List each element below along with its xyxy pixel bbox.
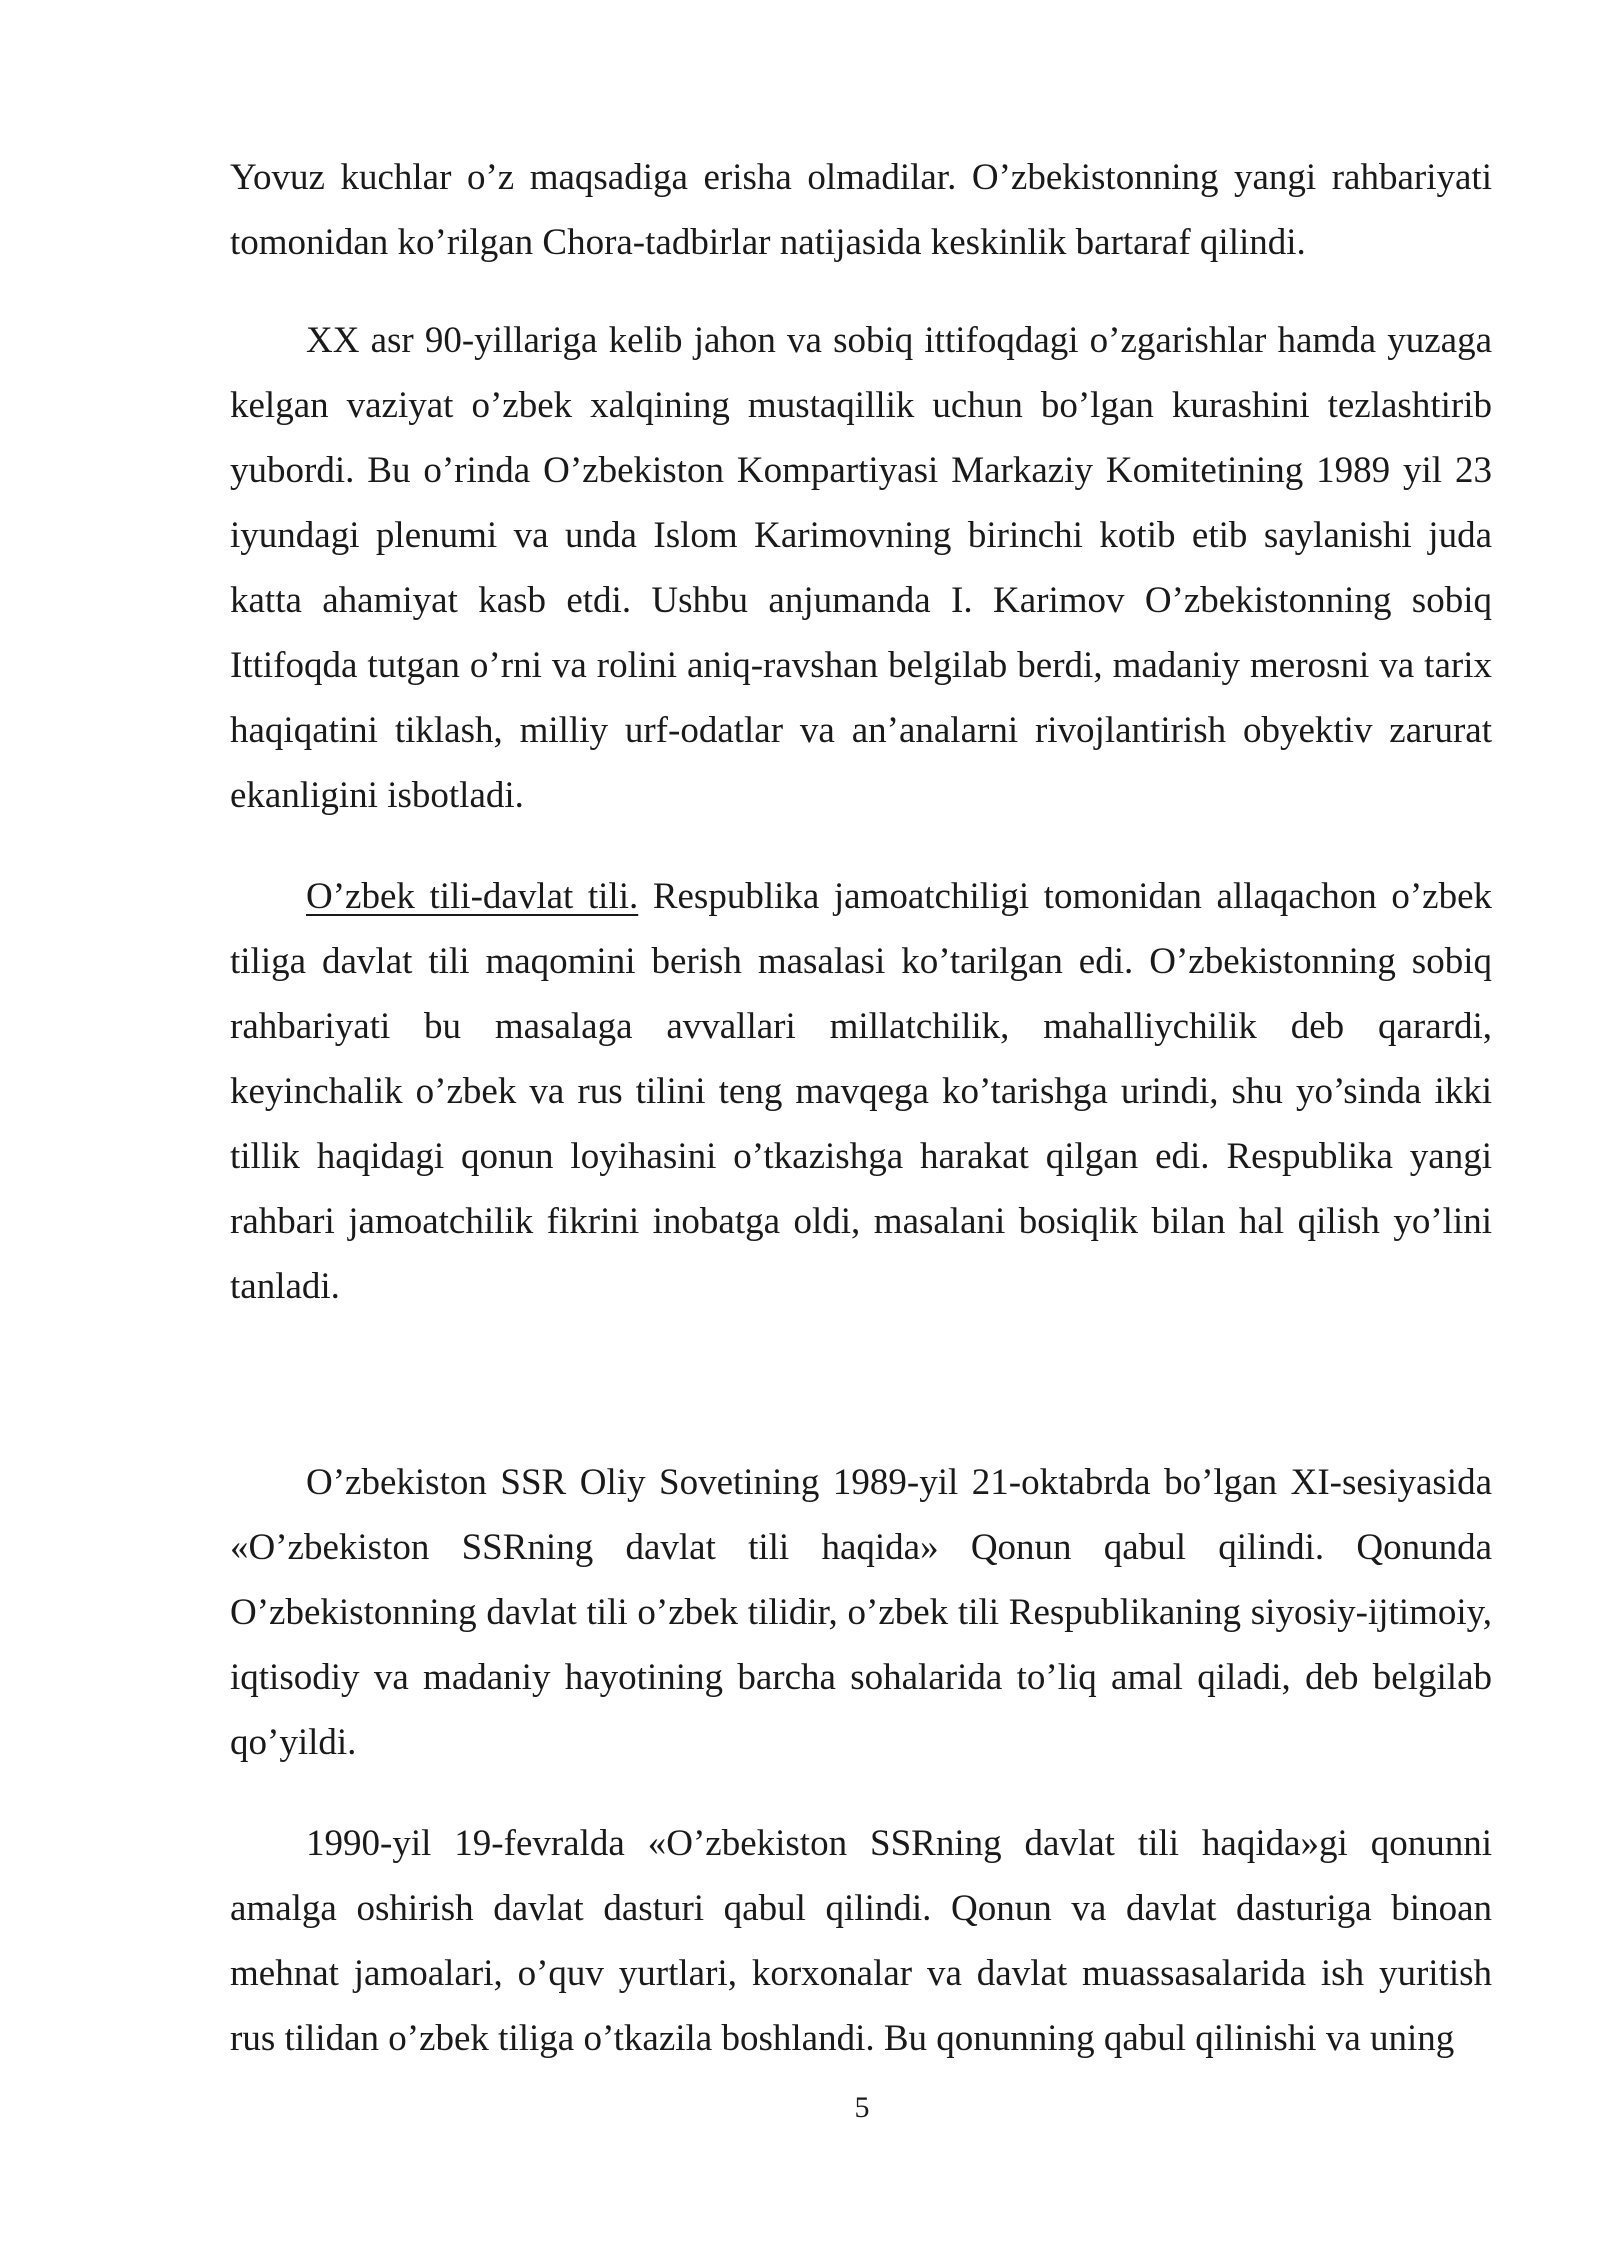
paragraph-body — [230, 864, 1492, 1319]
paragraph-language-law — [230, 1450, 1492, 1775]
paragraph-text: XX asr 90-yillariga kelib jahon va sobiq ittifoqdagi o’zgarishlar hamda yuzaga kelgan vaziyat o’zbek xalqining mustaqillik uchun bo’lgan kurashini tezlashtirib yubordi. Bu o’rinda O’zbekiston Kompartiyasi Markaziy Komitetining 1989 yil 23 iyundagi plenumi va unda Islom Karimovning birinchi kotib etib saylanishi juda katta ahamiyat kasb etdi. Ushbu anjumanda I. Karimov O’zbekistonning sobiq Ittifoqda tutgan o’rni va rolini aniq-ravshan belgilab berdi, madaniy merosni va tarix haqiqatini tiklash, milliy urf-odatlar va an’analarni rivojlantirish obyektiv zarurat ekanligini isbotladi. — [230, 320, 1492, 816]
paragraph-state-language — [230, 864, 1492, 1319]
paragraph-text: 1990-yil 19-fevralda «O’zbekiston SSRning davlat tili haqida»gi qonunni amalga oshirish davlat dasturi qabul qilindi. Qonun va davlat dasturiga binoan mehnat jamoalari, o’quv yurtlari, korxonalar va davlat muassasalarida ish yuritish rus tilidan o’zbek tiliga o’tkazila boshlandi. Bu qonunning qabul qilinishi va uning — [230, 1823, 1492, 2059]
paragraph-continuation — [230, 145, 1492, 275]
paragraph-text: Yovuz kuchlar o’z maqsadiga erisha olmadilar. O’zbekistonning yangi rahbariyati tomonidan ko’rilgan Chora-tadbirlar natijasida keskinlik bartaraf qilindi. — [230, 157, 1492, 263]
paragraph-text: O’zbekiston SSR Oliy Sovetining 1989-yil 21-oktabrda bo’lgan XI-sesiyasida «O’zbekiston SSRning davlat tili haqida» Qonun qabul qilindi. Qonunda O’zbekistonning davlat tili o’zbek tilidir, o’zbek tili Respublikaning siyosiy-ijtimoiy, iqtisodiy va madaniy hayotining barcha sohalarida to’liq amal qiladi, deb belgilab qo’yildi. — [230, 1462, 1492, 1763]
paragraph-text: Respublika jamoatchiligi tomonidan allaqachon o’zbek tiliga davlat tili maqomini berish masalasi ko’tarilgan edi. O’zbekistonning sobiq rahbariyati bu masalaga avvallari millatchilik, mahalliychilik deb qarardi, keyinchalik o’zbek va rus tilini teng mavqega ko’tarishga urindi, shu yo’sinda ikki tillik haqidagi qonun loyihasini o’tkazishga harakat qilgan edi. Respublika yangi rahbari jamoatchilik fikrini inobatga oldi, masalani bosiqlik bilan hal qilish yo’lini tanladi. — [230, 876, 1492, 1307]
section-heading: O’zbek tili-davlat tili. — [306, 876, 639, 917]
page-number: 5 — [854, 2091, 870, 2124]
paragraph-state-program — [230, 1811, 1492, 2071]
paragraph-political-change — [230, 308, 1492, 828]
